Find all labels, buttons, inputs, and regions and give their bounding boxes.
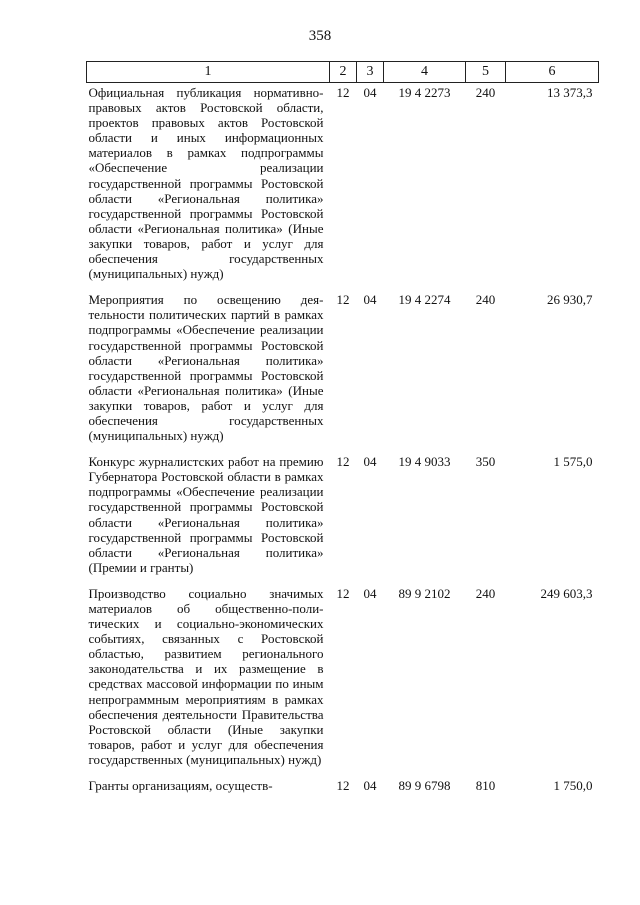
row-subsection-code: 04 [363,778,377,794]
row-section-code: 12 [336,585,350,601]
column-header-6: 6 [506,62,599,83]
row-target-article: 89 9 6798 [398,778,451,794]
row-amount: 26 930,7 [547,292,593,308]
table-row [87,83,599,291]
budget-table [86,61,599,802]
row-amount: 249 603,3 [540,585,593,601]
row-description: Конкурс журналистских работ на премию Губернатора Ростовской области в рамках подпрограммы «Обеспечение реализации государственной программы Ростовской области «Региональная политика» государственной программы Ростовской области «Региональная политика» (Премии и гранты) [88,454,324,575]
row-amount: 13 373,3 [547,85,593,100]
row-target-article: 19 4 2273 [398,85,451,100]
column-header-1: 1 [87,62,330,83]
row-description: Официальная публикация нормативно-правовых актов Ростовской области, проектов правовых актов Ростовской области и иных информационных материалов в рамках подпрограммы «Обеспечение реализации государственной программы Ростовской области «Региональная политика» государственной программы Ростовской области «Региональная политика» (Иные закупки товаров, работ и услуг для обеспечения государственных (муниципальных) нужд) [88,85,324,282]
table-row [87,776,599,802]
row-expense-type: 240 [475,292,496,308]
table-header-row [87,62,599,83]
page-number: 358 [308,28,332,44]
row-section-code: 12 [336,85,350,100]
row-description: Мероприятия по освещению деятельности политических партий в рамках подпрограммы «Обеспечение реализации государственной программы Ростовской области «Региональная политика» государственной программы Ростовской области «Региональная политика» (Иные закупки товаров, работ и услуг для обеспечения государственных (муниципальных) нужд) [88,292,324,444]
column-header-4: 4 [384,62,466,83]
row-description: Производство социально значимых материалов об общественно-политических и социально-экономических событиях, связанных с Ростовской областью, развитием регионального законодательства и их размещение в средствах массовой информации по иным непрограммным мероприятиям в рамках обеспечения деятельности Правительства Ростовской области (Иные закупки товаров, работ и услуг для обеспечения государственных (муниципальных) нужд) [88,585,324,767]
column-header-3: 3 [357,62,384,83]
row-amount: 1 750,0 [553,778,593,794]
row-section-code: 12 [336,454,350,470]
row-section-code: 12 [336,292,350,308]
row-amount: 1 575,0 [553,454,593,470]
row-subsection-code: 04 [363,292,377,308]
row-expense-type: 810 [475,778,496,794]
table-row [87,452,599,584]
column-header-5: 5 [466,62,506,83]
row-target-article: 19 4 9033 [398,454,451,470]
row-expense-type: 240 [475,585,496,601]
row-subsection-code: 04 [363,85,377,100]
row-subsection-code: 04 [363,454,377,470]
row-expense-type: 240 [475,85,496,100]
table-row [87,584,599,776]
row-target-article: 19 4 2274 [398,292,451,308]
row-expense-type: 350 [475,454,496,470]
row-subsection-code: 04 [363,585,377,601]
row-description: Гранты организациям, осуществ- [88,778,273,794]
column-header-2: 2 [330,62,357,83]
row-target-article: 89 9 2102 [398,585,451,601]
row-section-code: 12 [336,778,350,794]
table-row [87,290,599,452]
